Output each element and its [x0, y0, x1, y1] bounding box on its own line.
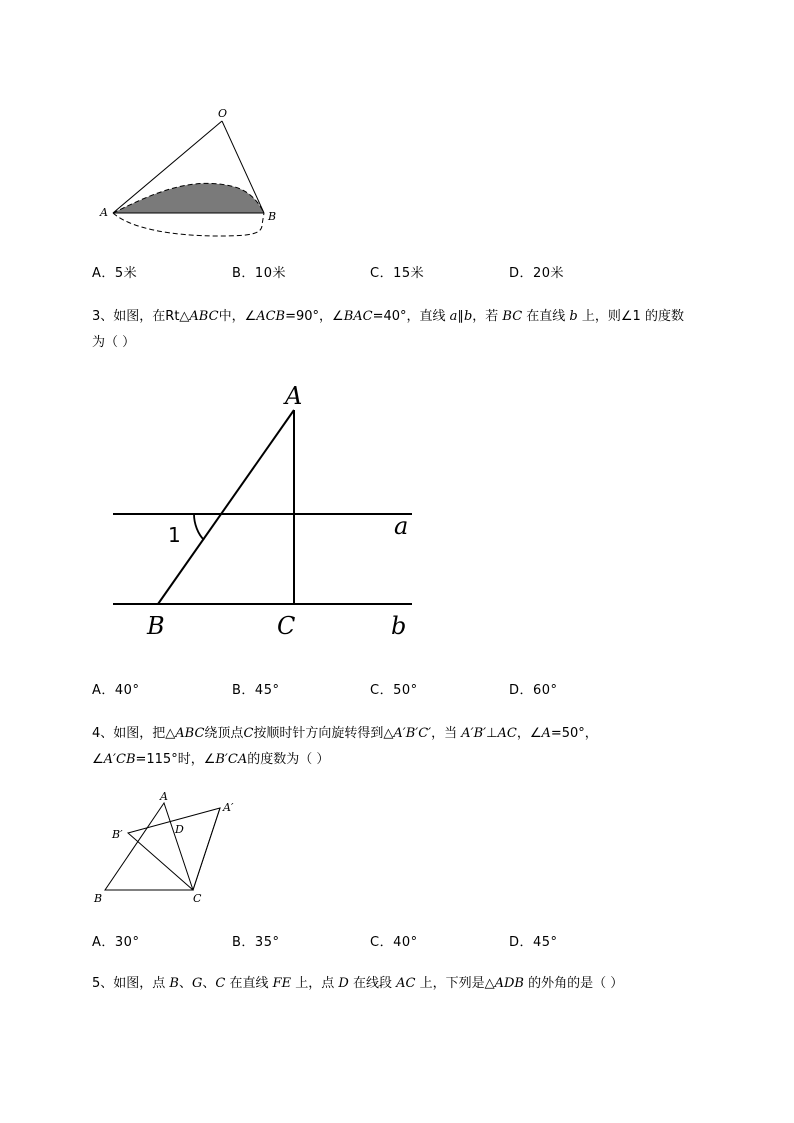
q4-stem-line1: 4、如图，把△ABC绕顶点C按顺时针方向旋转得到△A′B′C′，当 A′B′⊥AC，∠A=50°， — [92, 726, 598, 741]
q4-stem-line2: ∠A′CB=115°时，∠B′CA的度数为（ ） — [92, 752, 330, 767]
figure-q3 — [100, 370, 430, 650]
label-C: C — [193, 892, 202, 905]
q4-choice-d[interactable]: D．45° — [509, 935, 558, 950]
q5-stem: 5、如图，点 B、G、C 在直线 FE 上，点 D 在线段 AC 上，下列是△ADB 的外角的是（ ） — [92, 976, 624, 991]
label-B: B — [268, 210, 277, 223]
label-1: 1 — [168, 523, 181, 547]
q4-choice-b[interactable]: B．35° — [232, 935, 280, 950]
q3-choice-b[interactable]: B．45° — [232, 683, 280, 698]
q2-choice-c[interactable]: C．15米 — [370, 266, 425, 281]
label-B: B — [147, 612, 165, 640]
label-b: b — [391, 612, 407, 640]
dashed-arc-bottom — [113, 213, 264, 236]
q3-choice-d[interactable]: D．60° — [509, 683, 558, 698]
label-D: D — [175, 823, 184, 836]
label-O: O — [218, 107, 228, 120]
q3-stem-line2: 为（ ） — [92, 335, 136, 350]
q2-choice-a[interactable]: A．5米 — [92, 266, 138, 281]
figure-q4 — [88, 785, 248, 910]
segment-AB — [158, 410, 294, 604]
triangle-ABC — [105, 803, 193, 890]
label-A: A — [285, 382, 303, 410]
q4-choice-a[interactable]: A．30° — [92, 935, 140, 950]
q3-choice-c[interactable]: C．50° — [370, 683, 418, 698]
label-A: A — [100, 206, 108, 219]
q4-choice-c[interactable]: C．40° — [370, 935, 418, 950]
label-B: B — [94, 892, 103, 905]
label-C: C — [277, 612, 296, 640]
label-Ap: A′ — [223, 801, 234, 814]
q2-choice-d[interactable]: D．20米 — [509, 266, 565, 281]
label-A: A — [160, 790, 168, 803]
shaded-region — [113, 183, 264, 213]
figure-sector — [90, 100, 290, 250]
segment-CAp — [193, 808, 220, 890]
angle-1-arc — [194, 514, 204, 540]
label-Bp: B′ — [112, 828, 123, 841]
q3-stem-line1: 3、如图，在Rt△ABC中，∠ACB=90°，∠BAC=40°，直线 a∥b，若 BC 在直线 b 上，则∠1 的度数 — [92, 309, 684, 324]
label-a: a — [394, 512, 409, 540]
q3-choice-a[interactable]: A．40° — [92, 683, 140, 698]
q2-choice-b[interactable]: B．10米 — [232, 266, 286, 281]
